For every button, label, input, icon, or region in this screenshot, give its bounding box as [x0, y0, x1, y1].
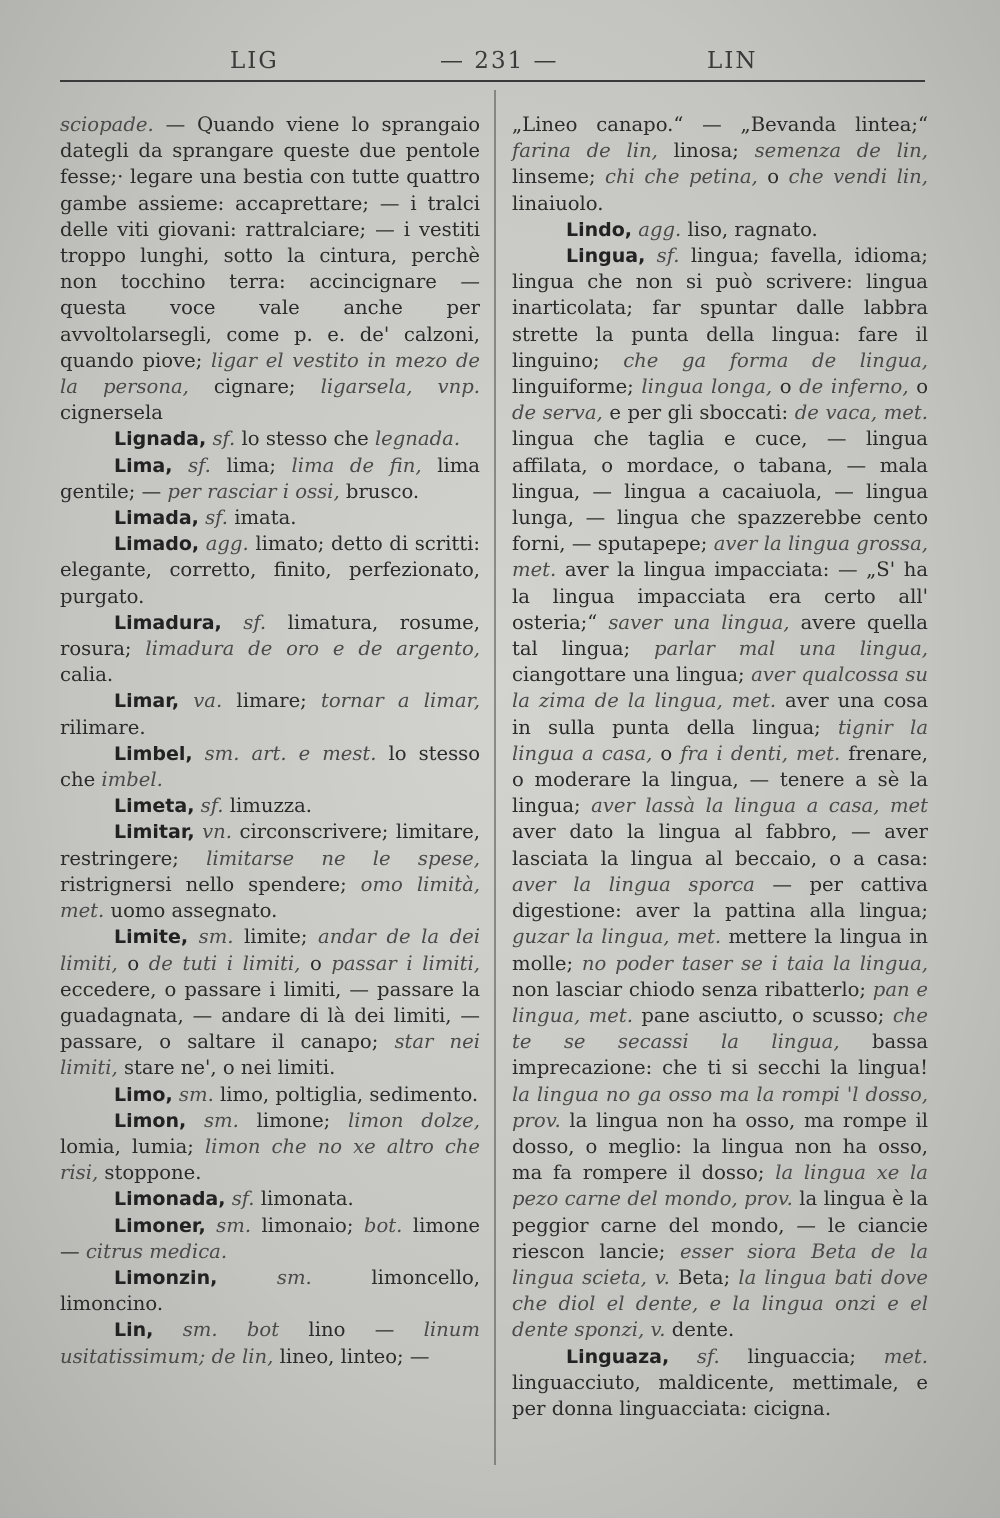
body-text: o: [652, 741, 681, 765]
italic-text: agg.: [199, 532, 249, 556]
dictionary-entry: [512, 1344, 928, 1423]
italic-text: sm.: [172, 1082, 214, 1106]
dictionary-entry: [60, 531, 480, 610]
headword: Limada,: [114, 507, 199, 530]
body-text: ciangottare una lingua;: [512, 663, 752, 687]
column-divider: [494, 90, 496, 1465]
body-text: limone —: [60, 1213, 480, 1263]
headword: Limado,: [114, 533, 200, 556]
italic-text: farina de lin,: [512, 139, 658, 163]
italic-text: che vendi lin,: [788, 165, 929, 189]
body-text: linguiforme;: [512, 375, 642, 399]
headword: Limo,: [114, 1083, 173, 1106]
body-text: — per cattiva digestione: aver la pattina alla lingua;: [512, 872, 928, 923]
italic-text: sm.: [186, 1108, 239, 1132]
headword: Linguaza,: [566, 1345, 670, 1368]
italic-text: sm. bot: [153, 1318, 280, 1342]
body-text: aver dato la lingua al fabbro, — aver lasciata la lingua al beccaio, o a casa:: [512, 820, 928, 870]
header-right-guideword: LIN: [707, 48, 758, 74]
body-text: linosa;: [657, 139, 755, 163]
body-text: o: [908, 375, 928, 399]
dictionary-entry: [60, 453, 480, 505]
italic-text: va.: [179, 689, 223, 713]
italic-text: semenza de lin,: [754, 139, 928, 163]
headword: Limitar,: [114, 821, 195, 844]
body-text: aver la lingua impacciata: — „S' ha la lingua impacciata era certo all' osteria;“: [512, 558, 928, 634]
dictionary-entry: [60, 924, 480, 1081]
dictionary-entry: [60, 505, 480, 531]
headword: Limite,: [114, 926, 189, 949]
body-text: lima;: [210, 453, 292, 477]
italic-text: sf.: [225, 1187, 255, 1211]
entry-continuation: [512, 112, 928, 217]
italic-text: sf.: [221, 610, 267, 634]
headword: Limonada,: [114, 1188, 226, 1211]
body-text: avere quella tal lingua;: [512, 610, 928, 661]
body-text: lino —: [279, 1318, 424, 1342]
italic-text: lima de fin,: [291, 453, 422, 477]
italic-text: met.: [883, 1344, 928, 1368]
headword: Limonzin,: [114, 1266, 218, 1289]
italic-text: parlar mal una lingua,: [654, 637, 928, 661]
body-text: mettere la lingua in molle;: [512, 925, 928, 975]
italic-text: aver la lingua grossa, met.: [512, 532, 928, 582]
body-text: lingua; favella, idioma; lingua che non si può scrivere: lingua inarticolata; far spuntar dalle labbra strette la punta della lingua: fare il linguino;: [512, 244, 928, 372]
right-column: [512, 112, 928, 1422]
body-text: pane asciutto, o scusso;: [632, 1003, 893, 1027]
entry-continuation: [60, 112, 480, 426]
body-text: la lingua è la peggior carne del mondo, — le ciancie riescon lancie;: [512, 1187, 928, 1263]
headword: Limeta,: [114, 795, 195, 818]
body-text: limo, poltiglia, sedimento.: [213, 1082, 479, 1106]
header-rule: [60, 80, 925, 82]
dictionary-entry: [60, 819, 480, 924]
headword: Limadura,: [114, 611, 222, 634]
italic-text: limon dolze,: [348, 1108, 481, 1132]
body-text: limonata.: [254, 1187, 354, 1211]
italic-text: citrus medica.: [85, 1239, 228, 1263]
body-text: limuzza.: [223, 794, 313, 818]
headword: Lingua,: [566, 245, 646, 268]
italic-text: vn.: [194, 820, 233, 844]
dictionary-entry: [60, 688, 480, 740]
italic-text: chi che petina,: [605, 165, 758, 189]
headword: Lin,: [114, 1319, 154, 1342]
body-text: Beta;: [669, 1265, 739, 1289]
body-text: ristrignersi nello spendere;: [60, 872, 361, 896]
body-text: imata.: [227, 506, 297, 530]
italic-text: linum usitatissimum; de lin,: [60, 1318, 480, 1368]
italic-text: de tuti i limiti,: [148, 951, 301, 975]
body-text: lineo, linteo; —: [273, 1344, 430, 1368]
body-text: „Lineo canapo.“ — „Bevanda lintea;“: [512, 113, 928, 136]
body-text: brusco.: [339, 479, 420, 503]
italic-text: sm.: [217, 1265, 312, 1289]
body-text: linaiuolo.: [512, 191, 604, 215]
italic-text: passar i limiti,: [331, 951, 480, 975]
italic-text: lingua longa,: [641, 375, 773, 399]
italic-text: sm.: [188, 925, 234, 949]
running-header: [60, 48, 925, 78]
italic-text: no poder taser se i taia la lingua,: [581, 951, 928, 975]
italic-text: che te se secassi la lingua,: [512, 1003, 929, 1054]
dictionary-entry: [60, 1213, 480, 1265]
italic-text: sf.: [172, 453, 211, 477]
dictionary-entry: [60, 1265, 480, 1317]
body-text: cignare;: [188, 375, 321, 399]
italic-text: star nei limiti,: [60, 1030, 480, 1080]
italic-text: sf.: [198, 506, 228, 530]
italic-text: fra i denti, met.: [680, 741, 841, 765]
body-text: bassa imprecazione: che ti si secchi la lingua!: [512, 1030, 928, 1080]
headword: Limar,: [114, 690, 180, 713]
italic-text: limon che no xe altro che risi,: [60, 1134, 481, 1185]
italic-text: pan e lingua, met.: [512, 977, 929, 1027]
italic-text: la lingua bati dove che diol el dente, e la lingua onzi e el dente sponzi, v.: [512, 1265, 929, 1342]
left-column: [60, 112, 480, 1370]
body-text: linguaccia;: [719, 1344, 884, 1368]
body-text: la lingua non ha osso, ma rompe il dosso, o meglio: la lingua non ha osso, ma fa rompere il dosso;: [512, 1108, 928, 1185]
italic-text: esser siora Beta de la lingua scieta, v.: [512, 1239, 928, 1289]
italic-text: la lingua xe la pezo carne del mondo, prov.: [512, 1161, 928, 1211]
body-text: limite;: [233, 925, 319, 949]
body-text: o: [300, 951, 332, 975]
body-text: circonscrivere; limitare, restringere;: [60, 820, 480, 870]
body-text: stoppone.: [98, 1161, 202, 1185]
body-text: limoncello, limoncino.: [60, 1265, 481, 1316]
body-text: rilimare.: [60, 715, 146, 739]
body-text: limonaio;: [251, 1213, 364, 1237]
dictionary-entry: [60, 1186, 480, 1212]
italic-text: ligar el vestito in mezo de la persona,: [60, 348, 480, 399]
italic-text: aver qualcossa su la zima de la lingua, met.: [512, 663, 928, 713]
headword: Lindo,: [566, 218, 633, 241]
body-text: aver una cosa in sulla punta della lingua;: [512, 689, 929, 739]
body-text: lo stesso che: [60, 741, 480, 792]
body-text: cignersela: [60, 401, 163, 425]
italic-text: limitarse ne le spese,: [206, 846, 480, 870]
italic-text: tignir la lingua a casa,: [512, 715, 928, 765]
body-text: lomia, lumia;: [60, 1134, 205, 1158]
italic-text: imbel.: [101, 768, 163, 792]
italic-text: sciopade.: [60, 113, 154, 136]
dictionary-entry: [60, 1317, 480, 1369]
italic-text: de vaca, met.: [794, 401, 928, 425]
italic-text: sf.: [669, 1344, 720, 1368]
body-text: lima gentile; —: [60, 453, 480, 503]
body-text: limatura, rosume, rosura;: [60, 610, 480, 661]
italic-text: sm.: [205, 1213, 252, 1237]
header-left-guideword: LIG: [230, 48, 279, 74]
italic-text: la lingua no ga osso ma la rompi 'l dosso, prov.: [512, 1082, 928, 1132]
body-text: — Quando viene lo sprangaio dategli da sprangare queste due pentole fesse;· legare una bestia con tutte quattro gambe assieme: accaprettare; — i tralci delle viti giovani: rattralciare; — i vestiti troppo lunghi, sotto la cintura, perchè non tocchino terra: accincignare — questa voce vale anche per avvoltolarsegli, come p. e. de' calzoni, quando piove;: [60, 113, 480, 372]
page-number: — 231 —: [440, 48, 559, 74]
italic-text: bot.: [363, 1213, 403, 1237]
headword: Limbel,: [114, 742, 193, 765]
italic-text: sf.: [206, 427, 236, 451]
italic-text: agg.: [632, 217, 682, 241]
italic-text: omo limità, met.: [60, 872, 480, 923]
body-text: o: [772, 375, 800, 399]
body-text: eccedere, o passare i limiti, — passare la guadagnata, — andare di là dei limiti, — passare, o saltare il canapo;: [60, 977, 480, 1054]
italic-text: che ga forma de lingua,: [623, 348, 928, 372]
body-text: o: [117, 951, 149, 975]
dictionary-entry: [60, 610, 480, 689]
dictionary-entry: [60, 1108, 480, 1187]
italic-text: sm. art. e mest.: [192, 741, 377, 765]
body-text: limato; detto di scritti: elegante, corretto, finito, perfezionato, purgato.: [60, 532, 480, 608]
dictionary-entry: [60, 741, 480, 793]
headword: Limoner,: [114, 1214, 206, 1237]
dictionary-entry: [512, 243, 928, 1344]
italic-text: andar de la dei limiti,: [60, 925, 480, 975]
italic-text: aver la lingua sporca: [512, 872, 755, 896]
headword: Lima,: [114, 454, 173, 477]
headword: Lignada,: [114, 428, 207, 451]
body-text: calia.: [60, 663, 114, 687]
italic-text: saver una lingua,: [608, 610, 790, 634]
body-text: lo stesso che: [235, 427, 375, 451]
dictionary-entry: [60, 426, 480, 452]
italic-text: de inferno,: [799, 375, 909, 399]
italic-text: limadura de oro e de argento,: [145, 637, 481, 661]
italic-text: ligarsela, vnp.: [320, 375, 480, 399]
dictionary-entry: [60, 793, 480, 819]
italic-text: guzar la lingua, met.: [512, 925, 722, 949]
body-text: limare;: [222, 689, 321, 713]
italic-text: tornar a limar,: [320, 689, 480, 713]
italic-text: aver lassà la lingua a casa, met: [591, 794, 928, 818]
body-text: e per gli sboccati:: [602, 401, 795, 425]
body-text: lingua che taglia e cuce, — lingua affilata, o mordace, o tabana, — mala lingua, — lingua a cacaiuola, — lingua lunga, — lingua che spazzerebbe cento forni, — sputapepe;: [512, 427, 928, 556]
body-text: linguacciuto, maldicente, mettimale, e per donna linguacciata: cicigna.: [512, 1370, 928, 1420]
body-text: frenare, o moderare la lingua, — tenere a sè la lingua;: [512, 741, 928, 818]
italic-text: legnada.: [374, 427, 461, 451]
body-text: non lasciar chiodo senza ribatterlo;: [512, 977, 873, 1001]
headword: Limon,: [114, 1109, 187, 1132]
body-text: dente.: [665, 1318, 735, 1342]
italic-text: sf.: [645, 244, 680, 268]
body-text: o: [757, 165, 789, 189]
body-text: stare ne', o nei limiti.: [117, 1056, 336, 1080]
body-text: liso, ragnato.: [681, 217, 818, 241]
italic-text: per rasciar i ossi,: [167, 479, 340, 503]
body-text: limone;: [238, 1108, 348, 1132]
italic-text: de serva,: [512, 401, 603, 425]
dictionary-entry: [512, 217, 928, 243]
italic-text: sf.: [194, 794, 224, 818]
body-text: uomo assegnato.: [104, 899, 278, 923]
body-text: linseme;: [512, 165, 606, 189]
dictionary-entry: [60, 1082, 480, 1108]
